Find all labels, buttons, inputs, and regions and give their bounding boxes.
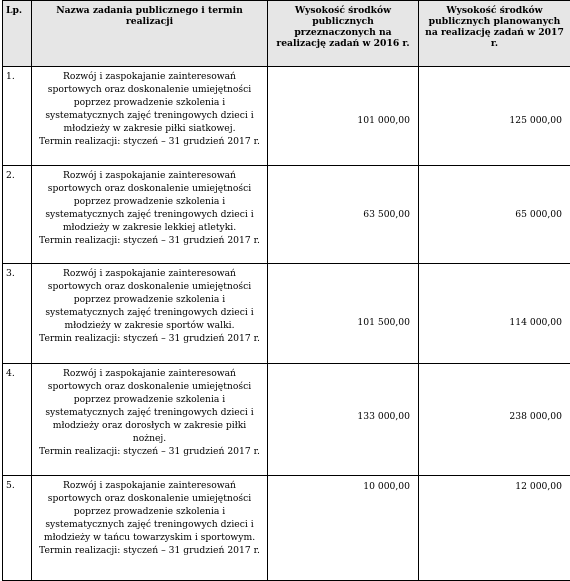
tasks-table bbox=[2, 0, 570, 581]
task-description: Rozwój i zaspokajanie zainteresowań sportowych oraz doskonalenie umiejętności poprzez prowadzenie szkolenia i systematycznych zajęć treningowych dzieci i młodzieży w tańcu towarzyskim i sportowym. bbox=[36, 479, 263, 544]
row-lp: 2. bbox=[3, 166, 32, 264]
funds-2017-value: 125 000,00 bbox=[419, 67, 570, 166]
table-row bbox=[3, 67, 570, 166]
table-row bbox=[3, 476, 570, 581]
funds-2016-value: 101 500,00 bbox=[268, 264, 419, 364]
row-lp: 1. bbox=[3, 67, 32, 166]
task-term: Termin realizacji: styczeń – 31 grudzień 2017 r. bbox=[36, 445, 263, 458]
header-lp: Lp. bbox=[3, 1, 32, 67]
funds-2016-value: 63 500,00 bbox=[268, 166, 419, 264]
table-row bbox=[3, 166, 570, 264]
task-description: Rozwój i zaspokajanie zainteresowań sportowych oraz doskonalenie umiejętności poprzez prowadzenie szkolenia i systematycznych zajęć treningowych dzieci i młodzieży w zakresie lekkiej atletyki. bbox=[36, 169, 263, 234]
task-term: Termin realizacji: styczeń – 31 grudzień 2017 r. bbox=[36, 332, 263, 345]
task-term: Termin realizacji: styczeń – 31 grudzień 2017 r. bbox=[36, 234, 263, 247]
header-funds-2017: Wysokość środków publicznych planowanych na realizację zadań w 2017 r. bbox=[419, 1, 570, 67]
task-description: Rozwój i zaspokajanie zainteresowań sportowych oraz doskonalenie umiejętności poprzez prowadzenie szkolenia i systematycznych zajęć treningowych dzieci i młodzieży w zakresie piłki siatkowej. bbox=[36, 70, 263, 135]
table-row bbox=[3, 264, 570, 364]
task-term: Termin realizacji: styczeń – 31 grudzień 2017 r. bbox=[36, 135, 263, 148]
funds-2017-value: 65 000,00 bbox=[419, 166, 570, 264]
funds-2016-value: 10 000,00 bbox=[268, 476, 419, 581]
table-row bbox=[3, 364, 570, 476]
funds-2016-value: 133 000,00 bbox=[268, 364, 419, 476]
task-cell bbox=[32, 166, 268, 264]
funds-2017-value: 12 000,00 bbox=[419, 476, 570, 581]
task-term: Termin realizacji: styczeń – 31 grudzień 2017 r. bbox=[36, 544, 263, 557]
task-description: Rozwój i zaspokajanie zainteresowań sportowych oraz doskonalenie umiejętności poprzez prowadzenie szkolenia i systematycznych zajęć treningowych dzieci i młodzieży w zakresie sportów walki. bbox=[36, 267, 263, 332]
funds-2016-value: 101 000,00 bbox=[268, 67, 419, 166]
task-description: Rozwój i zaspokajanie zainteresowań sportowych oraz doskonalenie umiejętności poprzez prowadzenie szkolenia i systematycznych zajęć treningowych dzieci i młodzieży oraz dorosłych w zakresie piłki nożnej. bbox=[36, 367, 263, 445]
task-cell bbox=[32, 264, 268, 364]
header-funds-2016: Wysokość środków publicznych przeznaczonych na realizację zadań w 2016 r. bbox=[268, 1, 419, 67]
funds-2017-value: 238 000,00 bbox=[419, 364, 570, 476]
task-cell bbox=[32, 476, 268, 581]
task-cell bbox=[32, 364, 268, 476]
header-task-name: Nazwa zadania publicznego i termin realizacji bbox=[32, 1, 268, 67]
header-row bbox=[3, 1, 570, 67]
row-lp: 3. bbox=[3, 264, 32, 364]
row-lp: 4. bbox=[3, 364, 32, 476]
row-lp: 5. bbox=[3, 476, 32, 581]
task-cell bbox=[32, 67, 268, 166]
funds-2017-value: 114 000,00 bbox=[419, 264, 570, 364]
